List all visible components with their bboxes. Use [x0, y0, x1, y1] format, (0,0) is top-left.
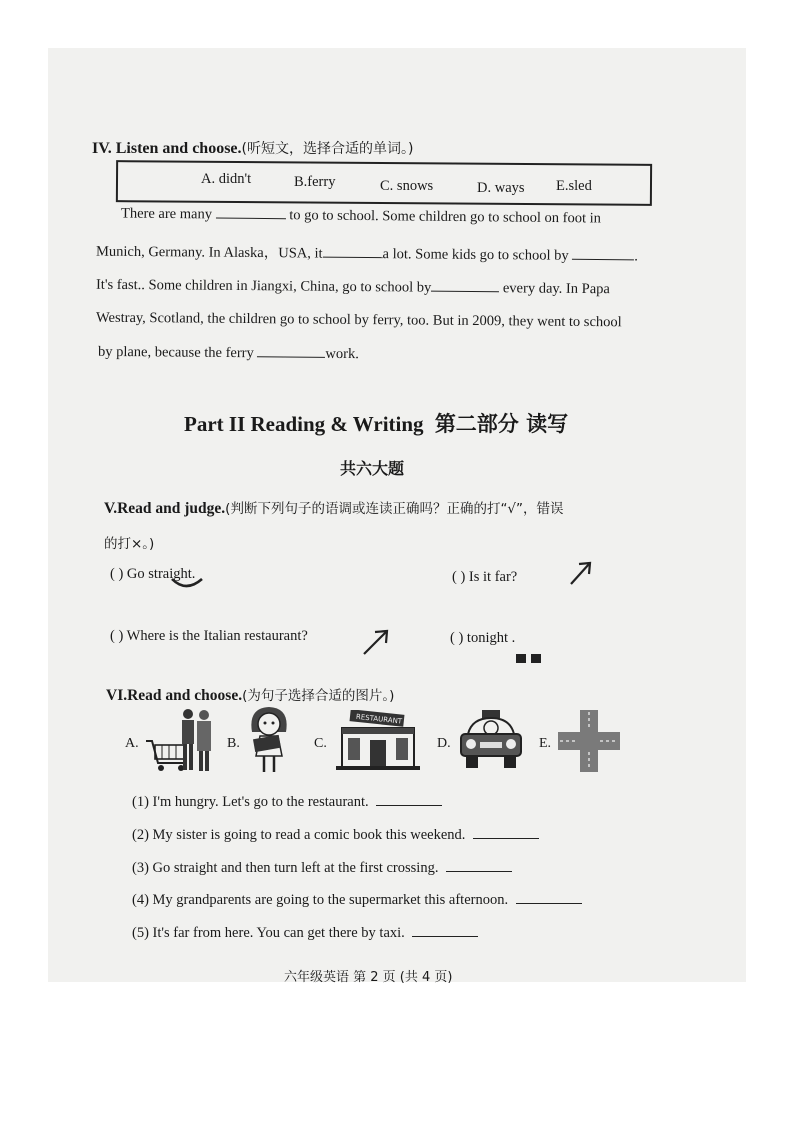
option-c: C. snows: [380, 178, 434, 194]
girl-reading-book-picture-icon: [244, 704, 294, 776]
liaison-mark-icon: [168, 573, 208, 593]
answer-blank-1[interactable]: [216, 205, 286, 219]
answer-blank[interactable]: [446, 859, 512, 872]
answer-paren[interactable]: ( ): [110, 628, 124, 644]
answer-paren[interactable]: ( ): [110, 566, 124, 582]
option-a: A. didn't: [201, 171, 252, 187]
section-iv-title: [92, 138, 413, 158]
answer-blank-3[interactable]: [572, 247, 634, 261]
section-iv-title-en: IV. Listen and choose.: [92, 140, 242, 157]
picture-label-b: B.: [227, 736, 240, 751]
judge-item-4: ( ) tonight .: [450, 630, 516, 646]
picture-label-c: C.: [314, 736, 327, 751]
taxi-picture-icon: [458, 708, 524, 772]
question-5: (5) It's far from here. You can get there by taxi.: [132, 924, 478, 942]
section-vi-instruction: (为句子选择合适的图片。): [242, 688, 395, 704]
part-ii-title: Part II Reading & Writing 第二部分 读写: [184, 412, 569, 436]
part-ii-subtitle: 共六大题: [340, 459, 405, 478]
page-footer: 六年级英语 第 2 页 (共 4 页): [284, 970, 453, 985]
stress-mark-icon: [531, 654, 541, 663]
answer-paren[interactable]: ( ): [452, 569, 466, 585]
passage-line-4: Westray, Scotland, the children go to school by ferry, too. But in 2009, they went to school: [95, 309, 622, 331]
picture-label-d: D.: [437, 736, 451, 751]
stress-mark-icon: [516, 654, 526, 663]
option-b: B.ferry: [294, 174, 336, 190]
answer-blank[interactable]: [412, 924, 478, 937]
restaurant-sign-text: RESTAURANT: [355, 712, 403, 726]
judge-item-1: ( ) Go straight.: [110, 566, 196, 582]
shopping-couple-picture-icon: [144, 705, 216, 775]
answer-blank-4[interactable]: [431, 279, 499, 293]
answer-blank[interactable]: [516, 891, 582, 904]
passage-line-3: It's fast.. Some children in Jiangxi, China, go to school by every day. In Papa: [95, 276, 610, 298]
picture-label-a: A.: [125, 736, 139, 751]
answer-blank-5[interactable]: [257, 344, 325, 358]
crossroads-picture-icon: [558, 710, 620, 772]
section-iv-instruction: (听短文，选择合适的单词。): [241, 141, 414, 157]
passage-line-1: There are many to go to school. Some children go to school on foot in: [120, 205, 602, 227]
question-1: (1) I'm hungry. Let's go to the restaurant.: [132, 793, 442, 811]
section-v-instruction-cont: 的打×。): [104, 536, 155, 552]
question-4: (4) My grandparents are going to the supermarket this afternoon.: [132, 891, 582, 909]
question-3: (3) Go straight and then turn left at the first crossing.: [132, 859, 512, 877]
answer-blank[interactable]: [473, 826, 539, 839]
option-d: D. ways: [477, 180, 525, 196]
rising-intonation-arrow-icon: [360, 626, 392, 658]
answer-blank-2[interactable]: [323, 245, 383, 259]
judge-item-3: ( ) Where is the Italian restaurant?: [110, 628, 308, 644]
passage-line-5: by plane, because the ferry work.: [97, 343, 359, 363]
rising-intonation-arrow-icon: [567, 558, 595, 588]
restaurant-building-picture-icon: [336, 710, 420, 772]
picture-label-e: E.: [539, 736, 552, 751]
section-v-instruction: (判断下列句子的语调或连读正确吗？正确的打“√”，错误: [225, 501, 564, 517]
answer-blank[interactable]: [376, 793, 442, 806]
judge-item-2: ( ) Is it far?: [452, 569, 518, 585]
answer-paren[interactable]: ( ): [450, 630, 464, 646]
question-2: (2) My sister is going to read a comic book this weekend.: [132, 826, 539, 844]
section-vi-title: VI.Read and choose.(为句子选择合适的图片。): [106, 687, 395, 704]
option-e: E.sled: [556, 178, 592, 194]
passage-line-2: Munich, Germany. In Alaska，USA, it a lot. Some kids go to school by .: [95, 243, 638, 265]
section-v-title: V.Read and judge.(判断下列句子的语调或连读正确吗？正确的打“√”，错误: [104, 500, 564, 517]
